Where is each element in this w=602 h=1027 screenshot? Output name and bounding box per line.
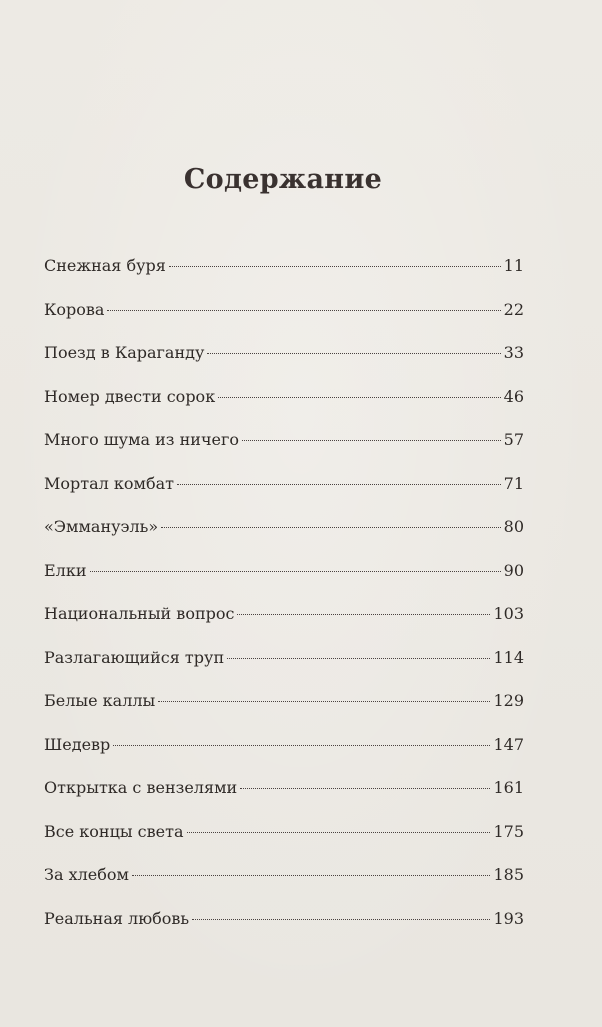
dot-leader: [90, 571, 501, 572]
entry-title: Реальная любовь: [44, 908, 190, 928]
dot-leader: [161, 527, 500, 528]
entry-title: Мортал комбат: [44, 473, 174, 493]
toc-entry: [44, 517, 524, 561]
dot-leader: [242, 440, 501, 441]
entry-page-number: 129: [493, 691, 524, 710]
dot-leader: [237, 614, 490, 615]
entry-page-number: 114: [493, 647, 524, 667]
dot-leader: [240, 788, 490, 789]
entry-title: Елки: [44, 560, 87, 580]
dot-leader: [132, 875, 490, 876]
dot-leader: [207, 353, 500, 354]
entry-page-number: 22: [503, 299, 524, 319]
dot-leader: [227, 658, 490, 659]
dot-leader: [187, 832, 491, 833]
toc-entry: [44, 343, 524, 387]
entry-page-number: 33: [503, 343, 524, 362]
toc-entry: [44, 865, 524, 909]
table-of-contents: [44, 256, 524, 952]
toc-entry: [44, 909, 524, 953]
entry-page-number: 161: [493, 778, 524, 797]
toc-entry: [44, 430, 524, 474]
entry-page-number: 11: [503, 256, 524, 275]
entry-page-number: 175: [493, 821, 524, 841]
page-title: Содержание: [183, 164, 383, 196]
entry-title: Разлагающийся труп: [44, 647, 225, 667]
dot-leader: [107, 310, 500, 311]
entry-page-number: 71: [503, 473, 524, 493]
toc-entry: [44, 474, 524, 518]
toc-entry: [44, 604, 524, 648]
entry-title: Белые каллы: [44, 691, 156, 710]
entry-title: Корова: [44, 299, 105, 319]
entry-title: Номер двести сорок: [44, 386, 216, 406]
toc-entry: [44, 256, 524, 300]
dot-leader: [113, 745, 490, 746]
toc-entry: [44, 561, 524, 605]
toc-entry: [44, 735, 524, 779]
entry-title: Все концы света: [44, 821, 184, 841]
entry-title: Национальный вопрос: [44, 604, 235, 623]
entry-page-number: 80: [503, 517, 524, 536]
entry-title: Много шума из ничего: [44, 430, 240, 449]
entry-title: Открытка с вензелями: [44, 778, 238, 797]
entry-title: Снежная буря: [44, 256, 166, 275]
entry-page-number: 193: [493, 908, 524, 928]
dot-leader: [192, 919, 490, 920]
toc-entry: [44, 648, 524, 692]
entry-page-number: 147: [493, 734, 524, 754]
toc-entry: [44, 691, 524, 735]
toc-entry: [44, 778, 524, 822]
entry-title: Поезд в Караганду: [44, 343, 205, 362]
entry-page-number: 185: [493, 865, 524, 884]
entry-title: За хлебом: [44, 865, 129, 884]
toc-entry: [44, 387, 524, 431]
entry-page-number: 57: [503, 430, 524, 449]
entry-title: Шедевр: [44, 734, 111, 754]
toc-entry: [44, 822, 524, 866]
dot-leader: [169, 266, 501, 267]
entry-page-number: 90: [503, 560, 524, 580]
dot-leader: [158, 701, 490, 702]
dot-leader: [218, 397, 500, 398]
entry-title: «Эммануэль»: [44, 517, 159, 536]
dot-leader: [177, 484, 501, 485]
entry-page-number: 103: [493, 604, 524, 623]
toc-entry: [44, 300, 524, 344]
entry-page-number: 46: [503, 386, 524, 406]
